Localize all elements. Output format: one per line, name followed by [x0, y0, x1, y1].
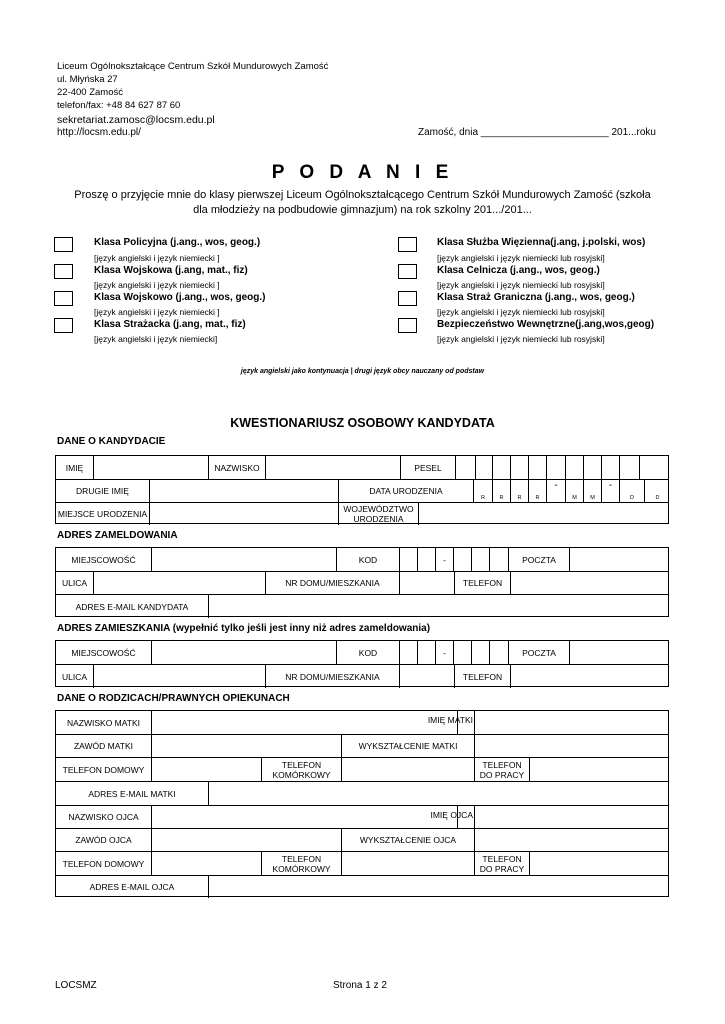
mother-job-label: ZAWÓD MATKI	[73, 741, 134, 751]
pesel-digit[interactable]	[619, 456, 639, 479]
postcode-digit[interactable]	[399, 641, 417, 664]
date-line: Zamość, dnia _______________________ 201...roku	[418, 127, 656, 138]
questionnaire-title: KWESTIONARIUSZ OSOBOWY KANDYDATA	[230, 416, 495, 430]
class-checkbox[interactable]	[398, 237, 417, 252]
table-row	[56, 594, 668, 618]
postcode-label: KOD	[336, 548, 399, 571]
class-checkbox[interactable]	[54, 237, 73, 252]
candidate-email-label: ADRES E-MAIL KANDYDATA	[75, 601, 189, 612]
pesel-digit[interactable]	[601, 456, 619, 479]
post-office-label: POCZTA	[508, 641, 569, 664]
postcode-separator: -	[435, 641, 453, 664]
section-candidate: DANE O KANDYDACIE	[57, 436, 166, 447]
class-languages: [język angielski i język niemiecki lub rosyjski]	[437, 253, 605, 263]
table-row	[56, 571, 668, 594]
birth-day-digit[interactable]: D	[644, 480, 670, 502]
parents-table	[55, 710, 669, 897]
table-row	[56, 781, 668, 805]
table-row	[56, 664, 668, 688]
father-job-label: ZAWÓD OJCA	[75, 835, 132, 845]
locality-field[interactable]	[151, 548, 336, 571]
table-row	[56, 711, 668, 734]
class-languages: [język angielski i język niemiecki lub rosyjski]	[437, 334, 605, 344]
table-row	[56, 641, 668, 664]
mother-name-field[interactable]	[474, 711, 670, 734]
class-checkbox[interactable]	[398, 264, 417, 279]
mother-email-label: ADRES E-MAIL MATKI	[88, 788, 176, 799]
surname-label: NAZWISKO	[208, 456, 265, 479]
post-office-field[interactable]	[569, 641, 670, 664]
class-languages: [język angielski i język niemiecki ]	[94, 280, 220, 290]
pesel-digit[interactable]	[510, 456, 528, 479]
class-checkbox[interactable]	[54, 291, 73, 306]
school-city: 22-400 Zamość	[57, 87, 124, 98]
school-url[interactable]: http://locsm.edu.pl/	[57, 127, 141, 138]
request-line-1: Proszę o przyjęcie mnie do klasy pierwszej Liceum Ogólnokształcącego Centrum Szkół Mundurowych Zamość (szkoła	[74, 189, 651, 201]
class-name: Klasa Policyjna (j.ang., wos, geog.)	[94, 237, 261, 248]
second-name-field[interactable]	[149, 480, 338, 502]
birth-date-label: DATA URODZENIA	[338, 480, 473, 502]
table-row	[56, 875, 668, 898]
request-line-2: dla młodzieży na podbudowie gimnazjum) na rok szkolny 201.../201...	[193, 204, 532, 216]
residence-address-table	[55, 640, 669, 687]
school-phone: telefon/fax: +48 84 627 87 60	[57, 100, 181, 111]
pesel-digit[interactable]	[455, 456, 475, 479]
mother-email-field[interactable]	[208, 782, 670, 805]
postcode-digit[interactable]	[489, 548, 508, 571]
pesel-digit[interactable]	[475, 456, 492, 479]
first-name-field[interactable]	[93, 456, 208, 479]
locality-label: MIEJSCOWOŚĆ	[71, 554, 136, 565]
page-title: P O D A N I E	[271, 162, 454, 183]
postcode-digit[interactable]	[417, 548, 435, 571]
table-row	[56, 851, 668, 875]
section-registered-address: ADRES ZAMELDOWANIA	[57, 530, 178, 541]
house-no-field[interactable]	[399, 665, 454, 688]
postcode-digit[interactable]	[453, 548, 471, 571]
table-row	[56, 502, 668, 525]
post-office-label: POCZTA	[508, 548, 569, 571]
birth-province-label: WOJEWÓDZTWO URODZENIA	[338, 503, 418, 525]
father-edu-field[interactable]	[474, 829, 670, 851]
street-field[interactable]	[93, 665, 265, 688]
table-row	[56, 734, 668, 757]
school-email: sekretariat.zamosc@locsm.edu.pl	[57, 114, 215, 126]
birth-year-digit[interactable]: R	[473, 480, 492, 502]
house-no-label: NR DOMU/MIESZKANIA	[265, 665, 399, 688]
father-mobile-label: TELEFON KOMÓRKOWY	[261, 852, 341, 875]
school-name: Liceum Ogólnokształcące Centrum Szkół Mundurowych Zamość	[57, 61, 329, 72]
postcode-digit[interactable]	[471, 641, 489, 664]
postcode-digit[interactable]	[489, 641, 508, 664]
pesel-digit[interactable]	[492, 456, 510, 479]
street-field[interactable]	[93, 572, 265, 594]
section-parents: DANE O RODZICACH/PRAWNYCH OPIEKUNACH	[57, 693, 290, 704]
class-languages: [język angielski i język niemiecki ]	[94, 253, 220, 263]
birth-day-digit[interactable]: D	[619, 480, 644, 502]
postcode-digit[interactable]	[471, 548, 489, 571]
postcode-digit[interactable]	[453, 641, 471, 664]
class-name: Klasa Wojskowa (j.ang, mat., fiz)	[94, 265, 248, 276]
father-surname-label: NAZWISKO OJCA	[68, 812, 139, 822]
candidate-email-field[interactable]	[208, 595, 670, 618]
surname-field[interactable]	[265, 456, 400, 479]
birth-month-digit[interactable]: M	[583, 480, 601, 502]
birth-place-label: MIEJSCE URODZENIA	[57, 509, 148, 519]
first-name-label: IMIĘ	[65, 462, 84, 473]
class-checkbox[interactable]	[398, 318, 417, 333]
class-languages: [język angielski i język niemiecki lub rosyjski]	[437, 280, 605, 290]
class-languages: [język angielski i język niemiecki]	[94, 334, 218, 344]
class-name: Klasa Celnicza (j.ang., wos, geog.)	[437, 265, 600, 276]
father-home-phone-field[interactable]	[151, 852, 261, 875]
page-number: Strona 1 z 2	[333, 980, 387, 991]
mother-edu-label: WYKSZTAŁCENIE MATKI	[341, 735, 474, 757]
phone-label: TELEFON	[454, 665, 510, 688]
class-languages: [język angielski i język niemiecki ]	[94, 307, 220, 317]
registered-address-table	[55, 547, 669, 617]
pesel-digit[interactable]	[565, 456, 583, 479]
table-row	[56, 548, 668, 571]
father-edu-label: WYKSZTAŁCENIE OJCA	[341, 829, 474, 851]
father-email-label: ADRES E-MAIL OJCA	[89, 882, 175, 892]
father-work-phone-field[interactable]	[529, 852, 670, 875]
class-name: Klasa Wojskowo (j.ang., wos, geog.)	[94, 292, 266, 303]
language-note: język angielski jako kontynuacja | drugi język obcy nauczany od podstaw	[240, 368, 485, 375]
father-home-phone-label: TELEFON DOMOWY	[62, 858, 145, 869]
school-street: ul. Młyńska 27	[57, 74, 118, 85]
pesel-label: PESEL	[400, 456, 455, 479]
class-name: Klasa Strażacka (j.ang, mat., fiz)	[94, 319, 246, 330]
class-name: Bezpieczeństwo Wewnętrzne(j.ang,wos,geog)	[437, 319, 655, 330]
birth-place-field[interactable]	[149, 503, 338, 525]
table-row	[56, 757, 668, 781]
mother-mobile-field[interactable]	[341, 758, 474, 781]
table-row	[56, 805, 668, 828]
birth-year-digit[interactable]: R	[492, 480, 510, 502]
birth-year-digit[interactable]: R	[528, 480, 546, 502]
table-row	[56, 828, 668, 851]
class-checkbox[interactable]	[54, 264, 73, 279]
locality-label: MIEJSCOWOŚĆ	[71, 647, 136, 658]
class-name: Klasa Straż Graniczna (j.ang., wos, geog.)	[437, 292, 635, 303]
second-name-label: DRUGIE IMIĘ	[76, 486, 129, 496]
postcode-separator: -	[435, 548, 453, 571]
phone-label: TELEFON	[454, 572, 510, 594]
date-separator: -	[546, 480, 565, 502]
phone-field[interactable]	[510, 572, 670, 594]
mother-job-field[interactable]	[151, 735, 341, 757]
postcode-digit[interactable]	[417, 641, 435, 664]
mother-home-phone-field[interactable]	[151, 758, 261, 781]
mother-work-phone-label: TELEFON DO PRACY	[474, 758, 529, 781]
class-languages: [język angielski i język niemiecki lub rosyjski]	[437, 307, 605, 317]
pesel-digit[interactable]	[639, 456, 670, 479]
birth-year-digit[interactable]: R	[510, 480, 528, 502]
postcode-label: KOD	[336, 641, 399, 664]
mother-home-phone-label: TELEFON DOMOWY	[62, 764, 145, 775]
class-checkbox[interactable]	[54, 318, 73, 333]
house-no-label: NR DOMU/MIESZKANIA	[265, 572, 399, 594]
class-name: Klasa Służba Więzienna(j.ang, j.polski, wos)	[437, 237, 646, 248]
pesel-digit[interactable]	[528, 456, 546, 479]
locality-field[interactable]	[151, 641, 336, 664]
class-checkbox[interactable]	[398, 291, 417, 306]
mother-name-label: IMIĘ MATKI	[427, 715, 473, 725]
section-residence-address: ADRES ZAMIESZKANIA (wypełnić tylko jeśli jest inny niż adres zameldowania)	[57, 623, 431, 634]
mother-mobile-label: TELEFON KOMÓRKOWY	[261, 758, 341, 781]
father-email-field[interactable]	[208, 876, 670, 898]
father-name-label: IMIĘ OJCA	[430, 810, 473, 820]
request-text	[50, 188, 675, 218]
candidate-table	[55, 455, 669, 524]
table-row	[56, 456, 668, 479]
birth-province-field[interactable]	[418, 503, 670, 525]
birth-month-digit[interactable]: M	[565, 480, 583, 502]
mother-work-phone-field[interactable]	[529, 758, 670, 781]
mother-edu-field[interactable]	[474, 735, 670, 757]
father-mobile-field[interactable]	[341, 852, 474, 875]
house-no-field[interactable]	[399, 572, 454, 594]
pesel-digit[interactable]	[546, 456, 565, 479]
postcode-digit[interactable]	[399, 548, 417, 571]
post-office-field[interactable]	[569, 548, 670, 571]
father-name-field[interactable]	[474, 806, 670, 828]
street-label: ULICA	[61, 578, 88, 588]
table-row	[56, 479, 668, 502]
phone-field[interactable]	[510, 665, 670, 688]
pesel-digit[interactable]	[583, 456, 601, 479]
father-work-phone-label: TELEFON DO PRACY	[474, 852, 529, 875]
footer-code: LOCSMZ	[55, 980, 97, 991]
date-separator: -	[601, 480, 619, 502]
street-label: ULICA	[61, 671, 88, 682]
father-job-field[interactable]	[151, 829, 341, 851]
mother-surname-label: NAZWISKO MATKI	[66, 717, 141, 728]
